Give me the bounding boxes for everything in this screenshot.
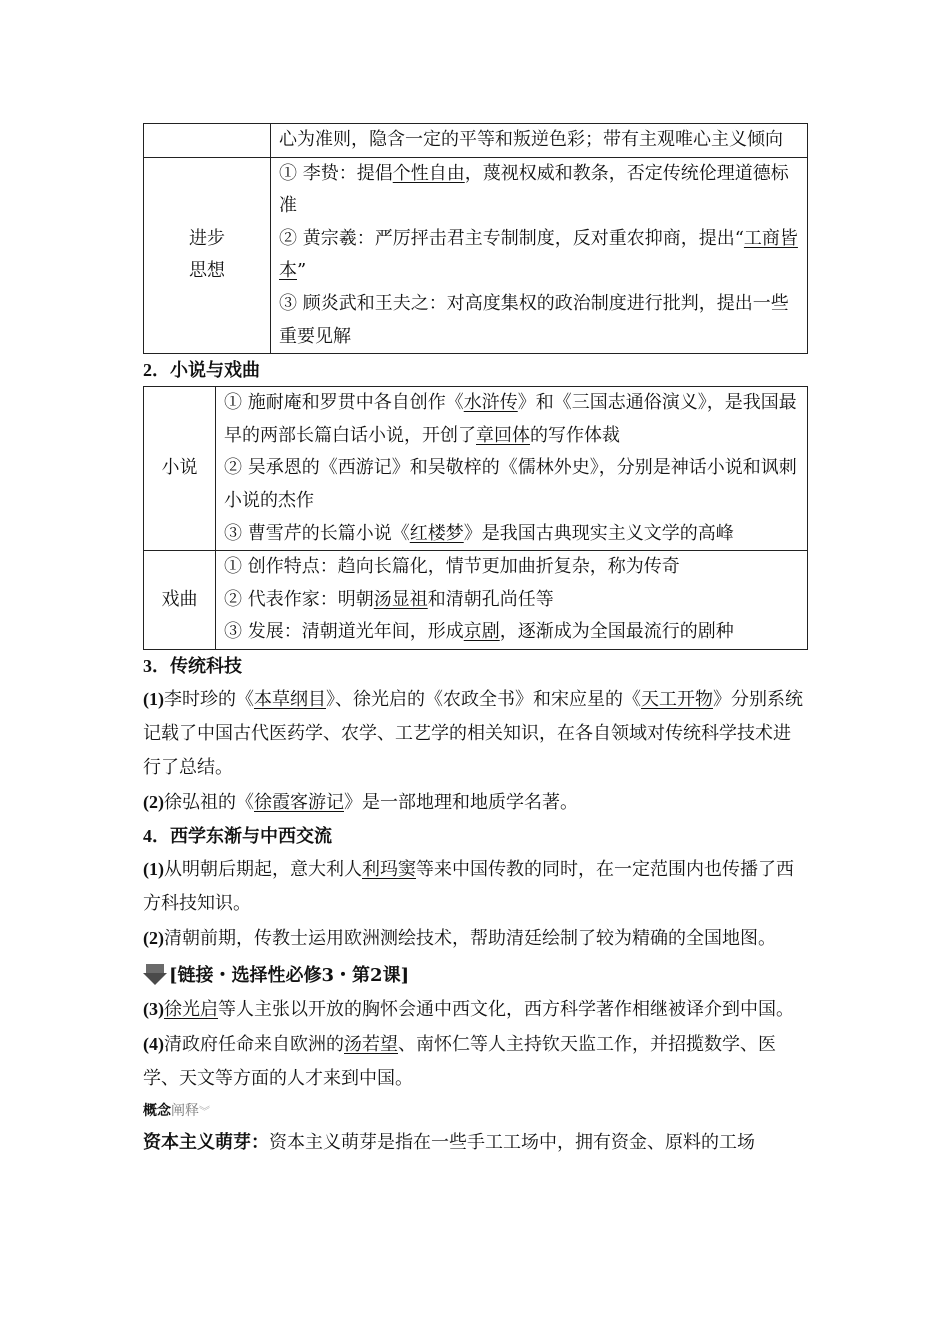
paragraph: (2)清朝前期，传教士运用欧洲测绘技术，帮助清廷绘制了较为精确的全国地图。 <box>143 927 776 949</box>
link-callout <box>143 956 807 992</box>
paragraph: (1)李时珍的《本草纲目》、徐光启的《农政全书》和宋应星的《天工开物》分别系统记载了中国古代医药学、农学、工艺学的相关知识，在各自领域对传统科学技术进行了总结。 <box>143 688 803 778</box>
chevron-down-icon: ︾ <box>199 1104 210 1118</box>
list-item: ② 代表作家：明朝汤显祖和清朝孔尚任等 <box>224 588 554 610</box>
novel-drama-table <box>143 386 808 650</box>
section-heading-novel-drama: 2．小说与戏曲 <box>143 360 260 381</box>
row-content <box>216 551 808 650</box>
paragraph: (2)徐弘祖的《徐霞客游记》是一部地理和地质学名著。 <box>143 791 578 813</box>
section-heading-western-learning: 4．西学东渐与中西交流 <box>143 825 332 846</box>
arrow-down-icon <box>143 962 167 986</box>
list-item: ③ 发展：清朝道光年间，形成京剧，逐渐成为全国最流行的剧种 <box>224 621 734 643</box>
table-row <box>144 124 808 158</box>
row-label-novel: 小说 <box>144 387 216 551</box>
list-item: ① 施耐庵和罗贯中各自创作《水浒传》和《三国志通俗演义》，是我国最早的两部长篇白话小说，开创了章回体的写作体裁 <box>224 392 797 446</box>
table-row <box>144 157 808 354</box>
paragraph: (1)从明朝后期起，意大利人利玛窦等来中国传教的同时，在一定范围内也传播了西方科技知识。 <box>143 858 794 914</box>
row-content <box>216 387 808 551</box>
row-content <box>271 157 808 354</box>
concept-definition: 资本主义萌芽：资本主义萌芽是指在一些手工工场中，拥有资金、原料的工场 <box>143 1131 755 1153</box>
link-label: [链接・选择性必修3・第2课] <box>169 964 410 986</box>
list-item: ② 黄宗羲：严厉抨击君主专制制度，反对重农抑商，提出“工商皆本” <box>279 227 798 282</box>
section-heading-science: 3．传统科技 <box>143 655 242 676</box>
paragraph: (3)徐光启等人主张以开放的胸怀会通中西文化，西方科学著作相继被译介到中国。 <box>143 998 794 1020</box>
page-content <box>143 123 807 1160</box>
row-content: 心为准则，隐含一定的平等和叛逆色彩；带有主观唯心主义倾向 <box>271 124 808 158</box>
concept-title: 概念阐释︾ <box>143 1102 210 1119</box>
list-item: ③ 曹雪芹的长篇小说《红楼梦》是我国古典现实主义文学的高峰 <box>224 522 734 544</box>
row-label-drama: 戏曲 <box>144 551 216 650</box>
list-item: ① 创作特点：趋向长篇化，情节更加曲折复杂，称为传奇 <box>224 556 680 578</box>
row-label <box>144 124 271 158</box>
list-item: ③ 顾炎武和王夫之：对高度集权的政治制度进行批判，提出一些重要见解 <box>279 292 789 347</box>
list-item: ① 李贽：提倡个性自由，蔑视权威和教条，否定传统伦理道德标准 <box>279 162 789 217</box>
table-row <box>144 551 808 650</box>
list-item: ② 吴承恩的《西游记》和吴敬梓的《儒林外史》，分别是神话小说和讽刺小说的杰作 <box>224 457 797 511</box>
paragraph: (4)清政府任命来自欧洲的汤若望、南怀仁等人主持钦天监工作，并招揽数学、医学、天文等方面的人才来到中国。 <box>143 1033 776 1089</box>
table-row <box>144 387 808 551</box>
thought-table <box>143 123 808 354</box>
row-label-progressive-thought: 进步 思想 <box>144 157 271 354</box>
